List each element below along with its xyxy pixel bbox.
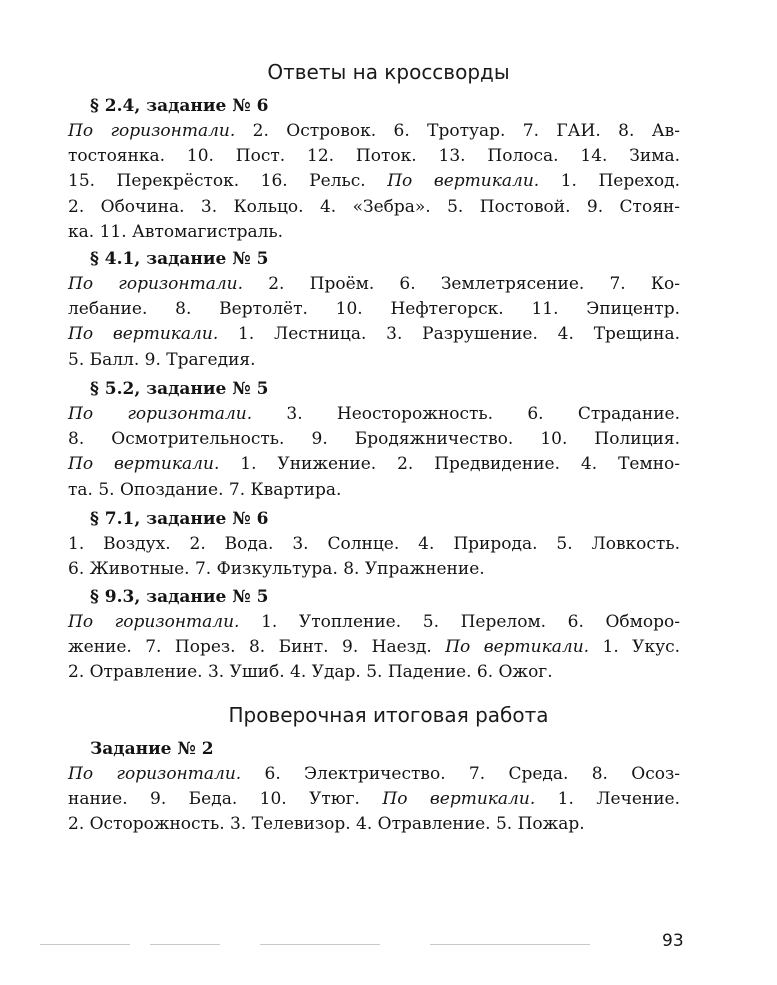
scan-smudge: [40, 944, 130, 945]
text-line: [68, 610, 680, 635]
answer-text: 2. Островок. 6. Тротуар. 7. ГАИ. 8. Ав-: [235, 121, 680, 141]
scan-smudge: [430, 944, 590, 945]
text-line: [68, 402, 680, 427]
text-line: [68, 144, 680, 169]
answer-text: 1. Лестница. 3. Разрушение. 4. Трещина.: [218, 324, 680, 345]
page-number: 93: [662, 931, 684, 951]
section-body: [68, 272, 680, 373]
section-body: [68, 610, 680, 686]
text-line: [68, 322, 680, 347]
text-line: [68, 787, 680, 812]
answer-text: 1. Лечение.: [535, 789, 681, 810]
text-line: [68, 812, 680, 837]
answer-text: 2. Обочина. 3. Кольцо. 4. «Зебра». 5. Постовой. 9. Стоян-: [68, 196, 680, 217]
italic-label: По вертикали.: [68, 324, 219, 345]
answer-text: жение. 7. Порез. 8. Бинт. 9. Наезд.: [68, 637, 446, 658]
text-line: [68, 348, 680, 373]
answer-text: 15. Перекрёсток. 16. Рельс.: [68, 171, 388, 192]
italic-label: По вертикали.: [387, 171, 540, 192]
answer-text: 1. Укус.: [589, 637, 680, 658]
italic-label: По горизонтали.: [68, 404, 253, 424]
section-body: [68, 532, 680, 582]
italic-label: По горизонтали.: [68, 764, 242, 784]
text-line: [68, 195, 680, 220]
section-body: [68, 402, 680, 503]
answer-text: 1. Унижение. 2. Предвидение. 4. Темно-: [219, 454, 681, 475]
section-heading: § 7.1, задание № 6: [90, 509, 269, 529]
answer-text: 1. Воздух. 2. Вода. 3. Солнце. 4. Природа. 5. Ловкость.: [68, 534, 680, 554]
scan-smudge: [260, 944, 380, 945]
text-line: [68, 532, 680, 557]
italic-label: По вертикали.: [445, 637, 590, 658]
answer-text: 2. Отравление. 3. Ушиб. 4. Удар. 5. Падение. 6. Ожог.: [68, 662, 553, 683]
answer-text: 8. Осмотрительность. 9. Бродяжничество. 10. Полиция.: [68, 429, 680, 450]
answer-text: 2. Осторожность. 3. Телевизор. 4. Отравление. 5. Пожар.: [68, 814, 585, 835]
section-body: [68, 119, 680, 245]
answer-text: 2. Проём. 6. Землетрясение. 7. Ко-: [243, 274, 680, 294]
italic-label: По вертикали.: [382, 789, 536, 810]
text-line: [68, 220, 680, 245]
answer-text: 6. Животные. 7. Физкультура. 8. Упражнение.: [68, 559, 485, 580]
answer-text: ка. 11. Автомагистраль.: [68, 221, 284, 242]
section-heading: § 5.2, задание № 5: [90, 379, 269, 399]
text-line: [68, 297, 680, 322]
page-title: Ответы на кроссворды: [267, 60, 510, 84]
answer-text: 1. Утопление. 5. Перелом. 6. Обморо-: [239, 612, 680, 632]
answer-text: 1. Переход.: [539, 171, 680, 192]
final-section-body: [68, 762, 680, 838]
answer-text: 3. Неосторожность. 6. Страдание.: [252, 404, 680, 424]
text-line: [68, 635, 680, 660]
scan-smudge: [150, 944, 220, 945]
text-line: [68, 427, 680, 452]
italic-label: По горизонтали.: [68, 274, 244, 294]
answer-text: тостоянка. 10. Пост. 12. Поток. 13. Полоса. 14. Зима.: [68, 146, 680, 167]
final-work-title: Проверочная итоговая работа: [228, 703, 549, 727]
text-line: [68, 272, 680, 297]
final-section-heading: Задание № 2: [90, 739, 214, 759]
text-line: [68, 119, 680, 144]
text-line: [68, 762, 680, 787]
italic-label: По вертикали.: [68, 454, 220, 475]
answer-text: та. 5. Опоздание. 7. Квартира.: [68, 479, 342, 500]
text-line: [68, 557, 680, 582]
section-heading: § 2.4, задание № 6: [90, 96, 269, 116]
answer-text: 6. Электричество. 7. Среда. 8. Осоз-: [241, 764, 680, 784]
section-heading: § 9.3, задание № 5: [90, 587, 269, 607]
text-line: [68, 660, 680, 685]
answer-text: нание. 9. Беда. 10. Утюг.: [68, 789, 383, 810]
text-line: [68, 169, 680, 194]
answer-text: лебание. 8. Вертолёт. 10. Нефтегорск. 11. Эпицентр.: [68, 299, 680, 320]
text-line: [68, 478, 680, 503]
italic-label: По горизонтали.: [68, 612, 240, 632]
text-line: [68, 452, 680, 477]
italic-label: По горизонтали.: [68, 121, 236, 141]
answer-text: 5. Балл. 9. Трагедия.: [68, 349, 256, 370]
section-heading: § 4.1, задание № 5: [90, 249, 269, 269]
